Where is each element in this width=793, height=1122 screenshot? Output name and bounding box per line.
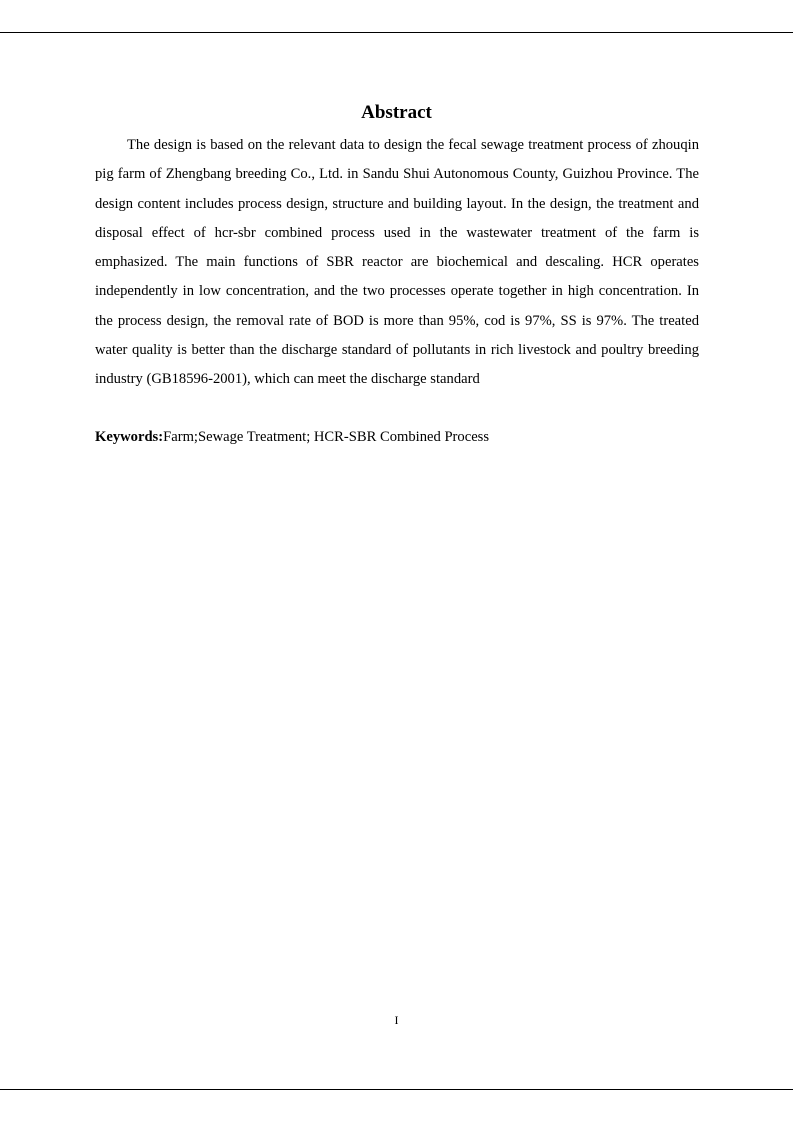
keywords-label: Keywords: (95, 429, 164, 445)
abstract-title: Abstract (361, 102, 432, 123)
footer-rule (0, 1089, 793, 1090)
header-rule (0, 32, 793, 33)
page-number: I (394, 1013, 399, 1027)
abstract-body: The design is based on the relevant data to design the fecal sewage treatment process of zhouqin pig farm of Zhengbang breeding Co., Ltd. in Sandu Shui Autonomous County, Guizhou Province. The design content includes process design, structure and building layout. In the design, the treatment and disposal effect of hcr-sbr combined process used in the wastewater treatment of the farm is emphasized. The main functions of SBR reactor are biochemical and descaling. HCR operates independently in low concentration, and the two processes operate together in high concentration. In the process design, the removal rate of BOD is more than 95%, cod is 97%, SS is 97%. The treated water quality is better than the discharge standard of pollutants in rich livestock and poultry breeding industry (GB18596-2001), which can meet the discharge standard (95, 137, 699, 388)
keywords-line (95, 423, 699, 452)
keywords-text: Farm;Sewage Treatment; HCR-SBR Combined Process (163, 429, 490, 445)
